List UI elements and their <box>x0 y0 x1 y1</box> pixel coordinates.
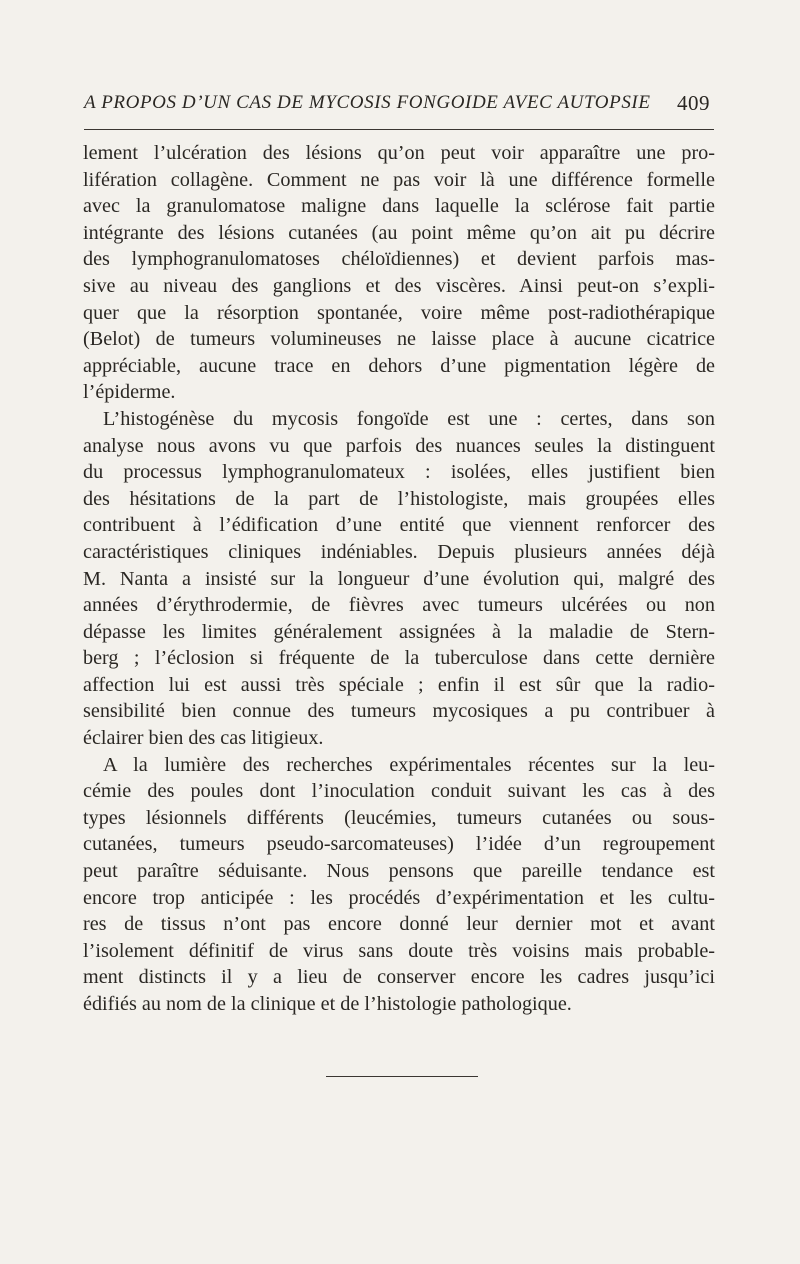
text-line: quer que la résorption spontanée, voire même post-radiothérapique <box>83 301 715 324</box>
text-line: l’épiderme. <box>83 381 176 404</box>
text-line: lement l’ulcération des lésions qu’on peut voir apparaître une pro- <box>83 142 715 164</box>
text-line: (Belot) de tumeurs volumineuses ne laisse place à aucune cicatrice <box>83 328 715 351</box>
running-title: A PROPOS D’UN CAS DE MYCOSIS FONGOIDE AVEC AUTOPSIE <box>84 92 651 113</box>
text-line: sive au niveau des ganglions et des viscères. Ainsi peut-on s’expli- <box>83 274 715 297</box>
text-line: L’histogénèse du mycosis fongoïde est une : certes, dans son <box>103 407 715 430</box>
text-line: A la lumière des recherches expérimentales récentes sur la leu- <box>103 753 715 776</box>
text-line: contribuent à l’édification d’une entité que viennent renforcer des <box>83 514 715 537</box>
text-line: des hésitations de la part de l’histologiste, mais groupées elles <box>83 487 715 510</box>
text-line: encore trop anticipée : les procédés d’expérimentation et les cultu- <box>83 886 715 909</box>
text-line: res de tissus n’ont pas encore donné leur dernier mot et avant <box>83 913 715 936</box>
text-line: analyse nous avons vu que parfois des nuances seules la distinguent <box>83 434 715 457</box>
text-line: affection lui est aussi très spéciale ; enfin il est sûr que la radio- <box>83 673 715 696</box>
text-line: avec la granulomatose maligne dans laquelle la sclérose fait partie <box>83 195 715 218</box>
end-rule <box>326 1076 478 1077</box>
text-line: lifération collagène. Comment ne pas voir là une différence formelle <box>83 168 715 191</box>
text-line: édifiés au nom de la clinique et de l’histologie pathologique. <box>83 993 572 1015</box>
text-line: caractéristiques cliniques indéniables. Depuis plusieurs années déjà <box>83 540 715 563</box>
page-number: 409 <box>677 91 710 115</box>
body-text <box>83 140 715 1018</box>
text-line: berg ; l’éclosion si fréquente de la tuberculose dans cette dernière <box>83 647 715 670</box>
text-line: M. Nanta a insisté sur la longueur d’une évolution qui, malgré des <box>83 567 715 590</box>
text-line: peut paraître séduisante. Nous pensons que pareille tendance est <box>83 860 715 883</box>
text-line: l’isolement définitif de virus sans doute très voisins mais probable- <box>83 939 715 962</box>
text-line: appréciable, aucune trace en dehors d’une pigmentation légère de <box>83 354 715 377</box>
text-line: années d’érythrodermie, de fièvres avec tumeurs ulcérées ou non <box>83 594 715 617</box>
running-head <box>84 92 714 122</box>
text-line: ment distincts il y a lieu de conserver encore les cadres jusqu’ici <box>83 966 715 989</box>
header-rule <box>84 129 714 130</box>
text-line: types lésionnels différents (leucémies, tumeurs cutanées ou sous- <box>83 806 715 829</box>
text-line: sensibilité bien connue des tumeurs mycosiques a pu contribuer à <box>83 700 715 723</box>
text-line: éclairer bien des cas litigieux. <box>83 727 324 750</box>
text-line: dépasse les limites généralement assignées à la maladie de Stern- <box>83 620 715 643</box>
text-line: intégrante des lésions cutanées (au point même qu’on ait pu décrire <box>83 221 715 244</box>
text-line: cémie des poules dont l’inoculation conduit suivant les cas à des <box>83 780 715 803</box>
text-line: des lymphogranulomatoses chéloïdiennes) et devient parfois mas- <box>83 248 715 271</box>
text-line: cutanées, tumeurs pseudo-sarcomateuses) l’idée d’un regroupement <box>83 833 715 856</box>
text-line: du processus lymphogranulomateux : isolées, elles justifient bien <box>83 461 715 484</box>
